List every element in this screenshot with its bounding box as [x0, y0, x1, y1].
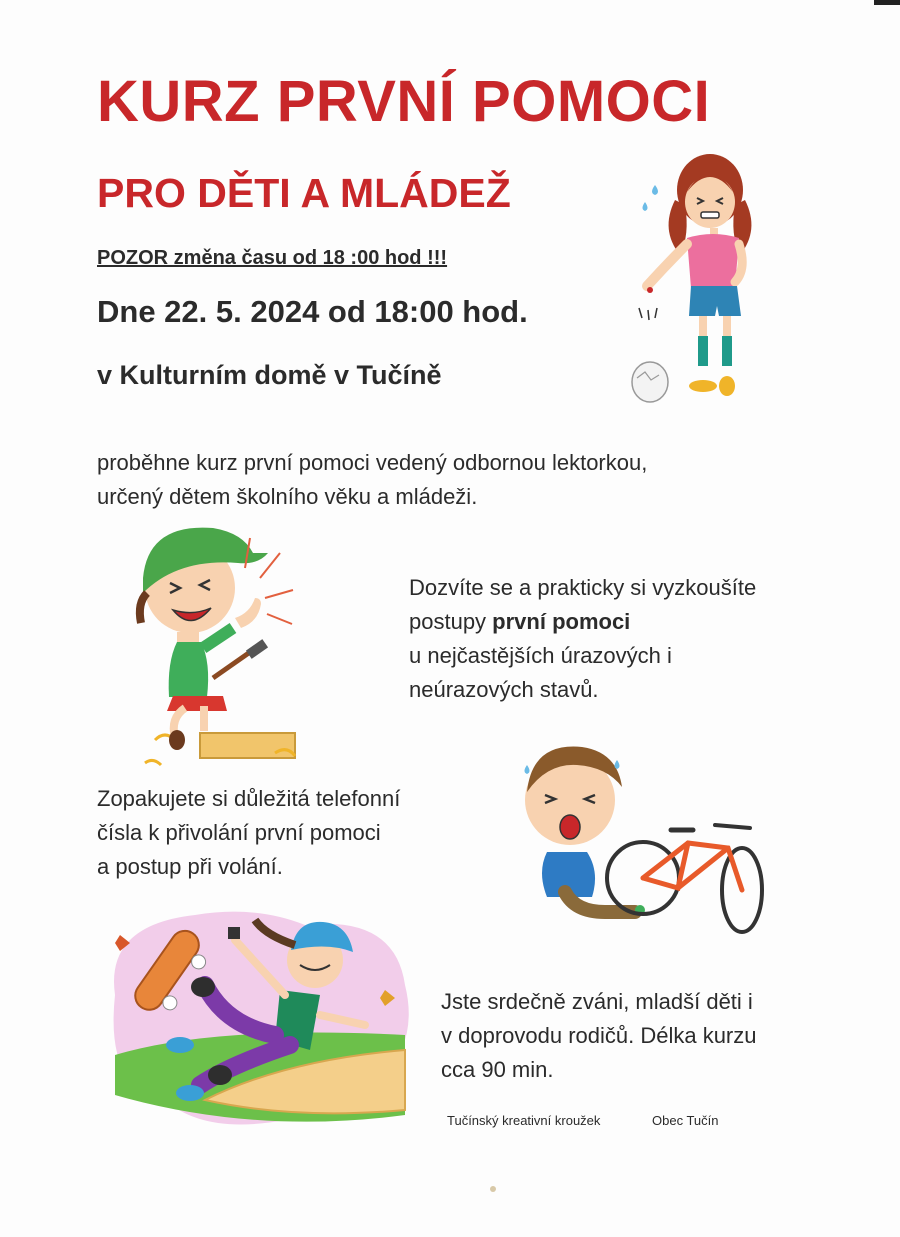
practice-line: neúrazových stavů. [409, 677, 599, 702]
practice-line: u nejčastějších úrazových i [409, 643, 672, 668]
invite-paragraph [441, 985, 757, 1087]
practice-line: Dozvíte se a prakticky si vyzkoušíte [409, 575, 757, 600]
invite-line: v doprovodu rodičů. Délka kurzu [441, 1023, 757, 1048]
invite-line: Jste srdečně zváni, mladší děti i [441, 989, 753, 1014]
footer-municipality: Obec Tučín [652, 1113, 719, 1128]
time-change-notice: POZOR změna času od 18 :00 hod !!! [97, 247, 448, 269]
invite-line: cca 90 min. [441, 1057, 554, 1082]
intro-line: určený dětem školního věku a mládeži. [97, 484, 478, 509]
event-place: v Kulturním domě v Tučíně [97, 360, 442, 390]
page-subtitle: PRO DĚTI A MLÁDEŽ [97, 170, 511, 216]
intro-line: proběhne kurz první pomoci vedený odbornou lektorkou, [97, 450, 648, 475]
girl-skateboard-fall-illustration [95, 905, 415, 1135]
phones-paragraph [97, 782, 400, 884]
intro-paragraph [97, 446, 647, 514]
practice-text: postupy [409, 609, 493, 634]
page-title: KURZ PRVNÍ POMOCI [97, 69, 711, 134]
event-date: Dne 22. 5. 2024 od 18:00 hod. [97, 294, 528, 329]
practice-paragraph [409, 571, 756, 707]
phones-line: čísla k přivolání první pomoci [97, 820, 381, 845]
boy-hammer-illustration [115, 518, 315, 778]
scan-corner-mark [874, 0, 900, 5]
footer-organizer: Tučínský kreativní kroužek [447, 1113, 601, 1128]
practice-bold-text: první pomoci [492, 609, 631, 634]
practice-line [409, 605, 756, 639]
boy-bicycle-fall-illustration [505, 730, 775, 945]
speck-mark [488, 1184, 498, 1194]
phones-line: Zopakujete si důležitá telefonní [97, 786, 401, 811]
girl-injured-arm-illustration [615, 140, 775, 410]
phones-line: a postup při volání. [97, 854, 283, 879]
